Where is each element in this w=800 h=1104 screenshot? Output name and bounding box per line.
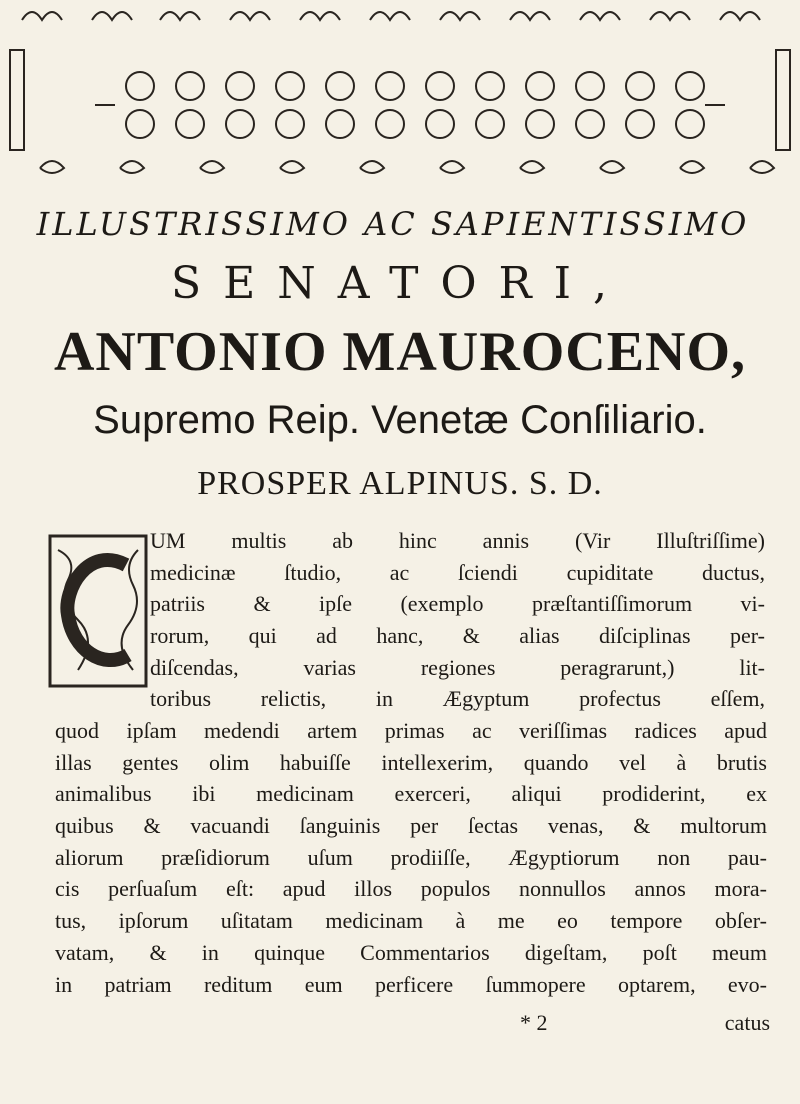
dedication-recipient: ANTONIO MAUROCENO, <box>53 321 747 383</box>
body-line: patriis & ipſe (exemplo præſtantiſſimorum vi- <box>150 591 765 617</box>
body-line: toribus relictis, in Ægyptum profectus eſſem, <box>150 686 765 712</box>
signature-mark: * 2 <box>520 1010 548 1035</box>
body-line: animalibus ibi medicinam exerceri, aliqui prodiderint, ex <box>55 781 767 807</box>
dedication-title: Supremo Reip. Venetæ Conſiliario. <box>93 398 707 442</box>
bottom-ornament-row <box>40 161 774 173</box>
dedication-line-1: ILLUSTRISSIMO AC SAPIENTISSIMO <box>36 205 750 243</box>
body-line: UM multis ab hinc annis (Vir Illuſtriſſime) <box>150 528 765 553</box>
dedication-author: PROSPER ALPINUS. S. D. <box>197 465 603 502</box>
body-line: illas gentes olim habuiſſe intellexerim, quando vel à brutis <box>55 749 767 775</box>
body-line: aliorum præſidiorum uſum prodiiſſe, Ægyptiorum non pau- <box>55 844 767 870</box>
body-line: diſcendas, varias regiones peragrarunt,) lit- <box>150 654 765 680</box>
body-paragraph-full <box>55 715 767 1000</box>
body-line: quod ipſam medendi artem primas ac veriſſimas radices apud <box>55 718 767 743</box>
top-ornament-row <box>22 12 760 20</box>
body-line: quibus & vacuandi ſanguinis per ſectas venas, & multorum <box>55 813 767 839</box>
body-line: tus, ipſorum uſitatam medicinam à me eo tempore obſer- <box>55 908 767 934</box>
dedication-line-2: SENATORI, <box>170 258 630 309</box>
body-paragraph <box>150 525 765 715</box>
decorated-initial-icon <box>48 530 148 690</box>
catchword: catus <box>724 1010 770 1035</box>
body-line: medicinæ ſtudio, ac ſciendi cupiditate ductus, <box>150 559 765 585</box>
body-line: rorum, qui ad hanc, & alias diſciplinas per- <box>150 623 765 649</box>
body-line: vatam, & in quinque Commentarios digeſtam, poſt meum <box>55 939 767 965</box>
body-line: in patriam reditum eum perficere ſummopere optarem, evo- <box>55 971 767 997</box>
rosette-band <box>95 72 725 138</box>
body-line: cis perſuaſum eſt: apud illos populos nonnullos annos mora- <box>55 876 767 902</box>
